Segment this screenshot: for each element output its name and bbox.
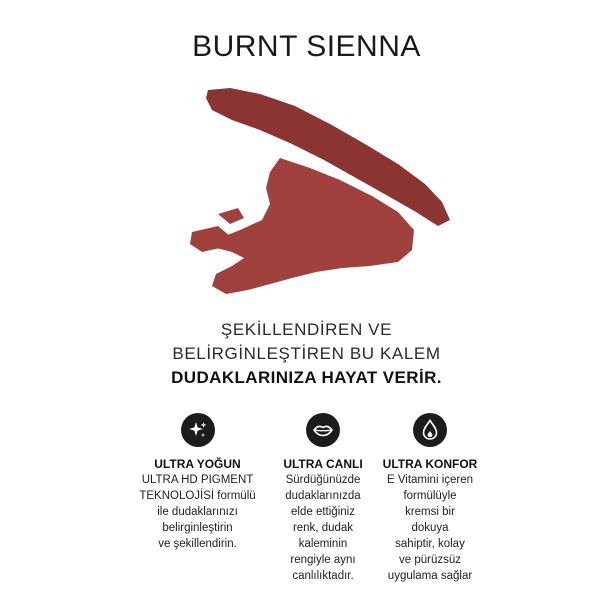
feature-ultra-konfor (375, 413, 485, 584)
feature-title: ULTRA YOĞUN (154, 457, 241, 471)
sparkle-icon (181, 413, 215, 447)
headline-line-3: DUDAKLARINIZA HAYAT VERİR. (171, 368, 442, 387)
product-shade-title: BURNT SIENNA (192, 30, 421, 63)
feature-title: ULTRA KONFOR (382, 457, 478, 471)
headline-line-2: BELİRGİNLEŞTİREN BU KALEM (172, 344, 441, 363)
feature-title: ULTRA CANLI (283, 457, 363, 471)
feature-ultra-yogun (130, 413, 265, 552)
feature-description: Sürdüğünüzde dudaklarınızda elde ettiğiniz renk, dudak kaleminin rengiyle aynı canlılıktadır. (285, 474, 361, 582)
droplet-icon (413, 413, 447, 447)
headline (0, 318, 613, 390)
headline-line-1: ŞEKİLLENDİREN VE (220, 320, 393, 339)
feature-ultra-canli (283, 413, 363, 584)
swatch-stroke-fragment-small (218, 208, 244, 224)
lips-icon (306, 413, 340, 447)
lip-pencil-swatch (120, 80, 480, 300)
feature-description: E Vitamini içeren formülüyle kremsi bir dokuya sahiptir, kolay ve pürüzsüz uygulama sağlar (386, 474, 474, 582)
feature-description: ULTRA HD PIGMENT TEKNOLOJİSİ formülü ile dudaklarınızı belirginleştirin ve şekillendirin. (139, 474, 256, 550)
